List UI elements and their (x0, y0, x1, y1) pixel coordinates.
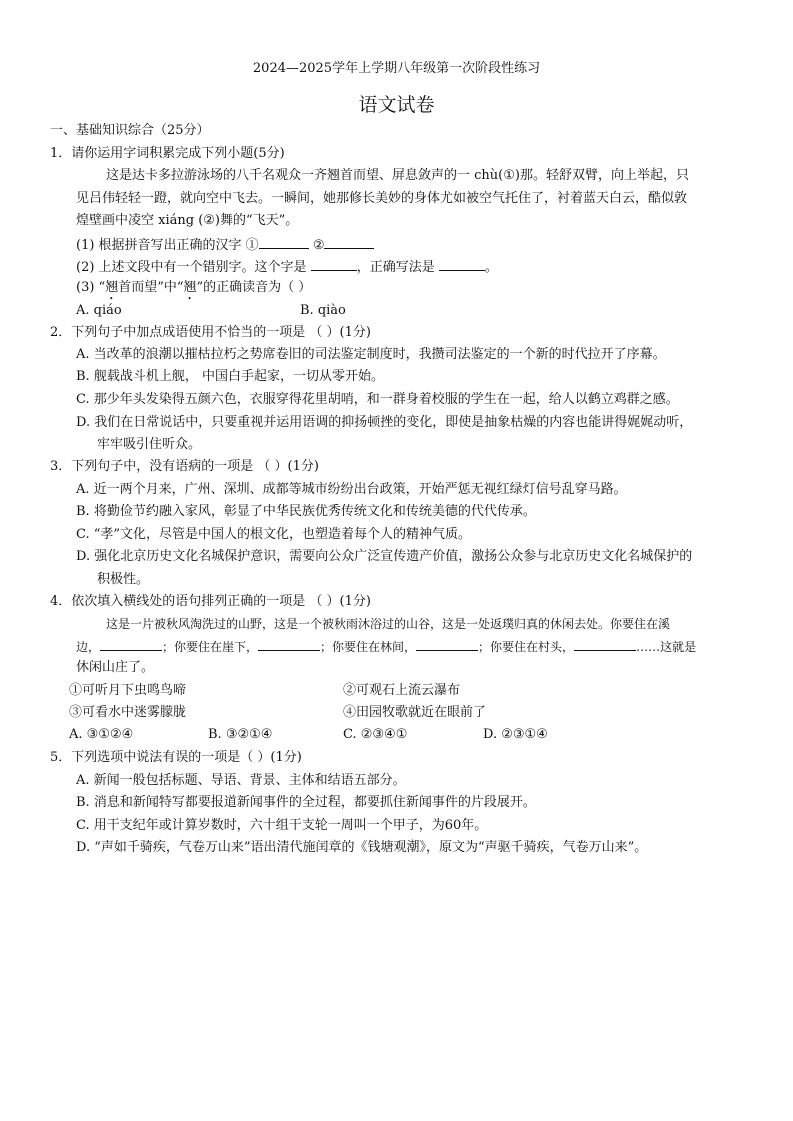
q4-sentence-3: ③可看水中迷雾朦胧 (69, 705, 187, 720)
q1-sub3 (76, 279, 311, 303)
q1-passage-line2: 见吕伟轻轻一蹬，就向空中飞去。一瞬间，她那修长美妙的身体尤如被空气托住了，衬着蓝天白云，酷似敦 (76, 191, 688, 206)
q1-sub2 (76, 257, 498, 277)
q4-passage-line2 (76, 637, 696, 656)
q1-sub3-a: (3) “ (76, 280, 106, 295)
q5-option-a[interactable]: A. 新闻一般包括标题、导语、背景、主体和结语五部分。 (76, 773, 406, 788)
q1-sub2-a: (2) 上述文段中有一个错别字。这个字是 (76, 260, 307, 275)
q4-blank-3[interactable] (416, 637, 478, 651)
q3-option-b[interactable]: B. 将勤俭节约融入家风，彰显了中华民族优秀传统文化和传统美德的代代传承。 (76, 504, 536, 519)
q1-blank-wrong-char[interactable] (311, 257, 357, 271)
q5-option-d[interactable]: D. “声如千骑疾，气卷万山来”语出清代施闰章的《钱塘观潮》，原文为“声驱千骑疾，气卷万山来”。 (76, 840, 648, 855)
q1-sub3-b: 首而望”中“ (118, 280, 184, 295)
exam-title: 语文试卷 (358, 94, 435, 116)
q2-option-d[interactable]: D. 我们在日常说话中，只要重视并运用语调的抑扬顿挫的变化，即使是抽象枯燥的内容也能讲得娓娓动听， (76, 415, 693, 430)
exam-subtitle: 2024—2025学年上学期八年级第一次阶段性练习 (252, 61, 541, 76)
q4-p2c: ；你要住在林间， (320, 640, 417, 654)
q1-sub1 (76, 235, 374, 255)
q5-option-c[interactable]: C. 用干支纪年或计算岁数时，六十组干支轮一周叫一个甲子，为60年。 (76, 818, 488, 833)
q4-passage-line3: 休闲山庄了。 (76, 660, 155, 675)
section-heading: 一、基础知识综合（25分） (50, 123, 210, 138)
q2-option-b[interactable]: B. 舰载战斗机上舰， 中国白手起家，一切从零开始。 (76, 369, 384, 384)
q1-sub3-dotted-char-2: 翘 (183, 280, 197, 295)
q2-stem: 2．下列句子中加点成语使用不恰当的一项是 （ ）(1分) (50, 325, 371, 340)
q1-sub3-c: ”的正确读音为（ ） (196, 280, 312, 295)
q4-p2e: ……这就是 (636, 640, 697, 654)
q4-option-a[interactable]: A. ③①②④ (69, 727, 134, 742)
q5-option-b[interactable]: B. 消息和新闻特写都要报道新闻事件的全过程，都要抓住新闻事件的片段展开。 (76, 795, 536, 810)
q1-blank-1[interactable] (259, 235, 309, 249)
q4-p2b: ；你要住在崖下， (162, 640, 259, 654)
q1-option-a[interactable]: A. qiáo (76, 303, 122, 318)
q1-option-b[interactable]: B. qiào (300, 303, 346, 318)
q4-sentence-4: ④田园牧歌就近在眼前了 (343, 705, 487, 720)
q1-stem: 1．请你运用字词积累完成下列小题(5分) (50, 146, 285, 161)
q3-option-d-cont: 积极性。 (97, 572, 150, 587)
q4-p2a: 边， (76, 640, 101, 654)
q2-option-a[interactable]: A. 当改革的浪潮以摧枯拉朽之势席卷旧的司法鉴定制度时，我攒司法鉴定的一个新的时代拉开了序幕。 (76, 347, 666, 362)
q1-sub1-mid: ② (312, 238, 325, 253)
q2-option-c[interactable]: C. 那少年头发染得五颜六色，衣服穿得花里胡哨，和一群身着校服的学生在一起，给人以鹤立鸡群之感。 (76, 392, 679, 407)
q4-option-c[interactable]: C. ②③④① (343, 727, 408, 742)
q5-stem: 5．下列选项中说法有误的一项是（ ）(1分) (50, 750, 302, 765)
q1-passage-line1: 这是达卡多拉游泳场的八千名观众一齐翘首而望、屏息敛声的一 chù(①)那。轻舒双臂，向上举起，只 (106, 168, 689, 183)
q1-sub3-dotted-char: 翘 (105, 280, 119, 295)
q1-sub2-c: 。 (484, 260, 498, 275)
q4-blank-2[interactable] (258, 637, 320, 651)
q1-sub2-b: ，正确写法是 (356, 260, 435, 275)
q4-blank-4[interactable] (574, 637, 636, 651)
q3-stem: 3．下列句子中，没有语病的一项是 （ ）(1分) (50, 459, 319, 474)
q4-passage-line1: 这是一片被秋风淘洗过的山野，这是一个被秋雨沐浴过的山谷，这是一处返璞归真的休闲去处。你要住在溪 (106, 617, 671, 631)
q4-p2d: ；你要住在村头， (478, 640, 575, 654)
q1-blank-2[interactable] (324, 235, 374, 249)
q3-option-d[interactable]: D. 强化北京历史文化名城保护意识，需要向公众广泛宣传遗产价值，激扬公众参与北京历史文化名城保护的 (76, 549, 693, 564)
q3-option-c[interactable]: C. “孝”文化，尽管是中国人的根文化，也塑造着每个人的精神气质。 (76, 527, 472, 542)
q4-sentence-1: ①可听月下虫鸣鸟啼 (69, 683, 187, 698)
q4-option-b[interactable]: B. ③②①④ (208, 727, 273, 742)
q4-sentence-2: ②可观石上流云瀑布 (343, 683, 461, 698)
q1-blank-correct-char[interactable] (439, 257, 485, 271)
q4-stem: 4．依次填入横线处的语句排列正确的一项是 （ ）(1分) (50, 594, 371, 609)
q4-blank-1[interactable] (100, 637, 162, 651)
q4-option-d[interactable]: D. ②③①④ (483, 727, 548, 742)
q1-passage-line3: 煌壁画中凌空 xiáng (②)舞的“飞天”。 (76, 213, 299, 228)
q1-sub1-label: (1) 根据拼音写出正确的汉字 ① (76, 238, 259, 253)
q3-option-a[interactable]: A. 近一两个月来，广州、深圳、成都等城市纷纷出台政策，开始严惩无视红绿灯信号乱穿马路。 (76, 482, 627, 497)
q2-option-d-cont: 牢牢吸引住听众。 (97, 437, 202, 452)
